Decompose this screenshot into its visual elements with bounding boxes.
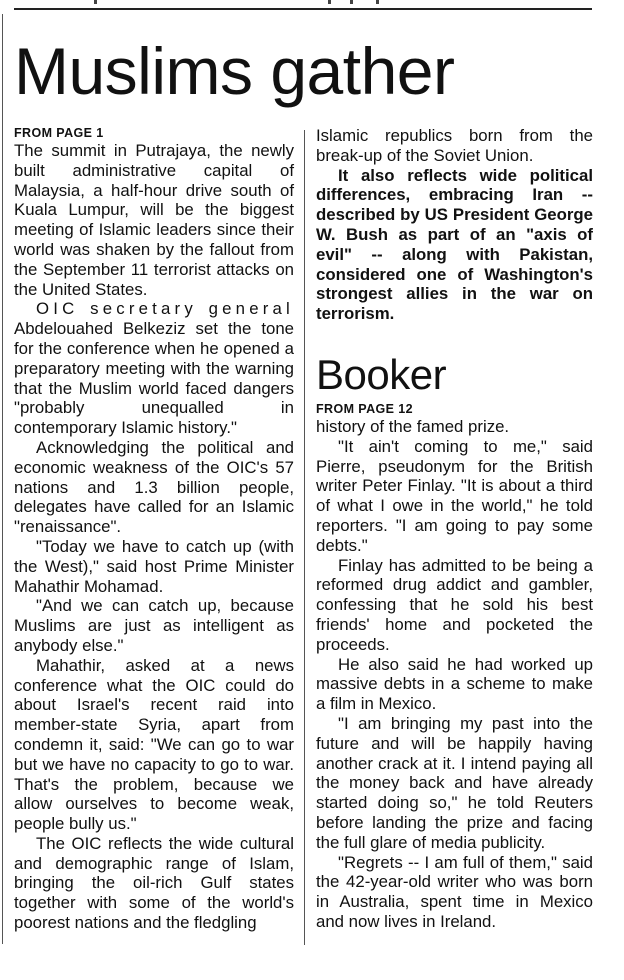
jump-line-page12: FROM PAGE 12 <box>316 402 413 416</box>
story1-paragraph: "And we can catch up, because Muslims are just as intelligent as anybody else." <box>14 596 294 655</box>
story1-paragraph: Acknowledging the political and economic weakness of the OIC's 57 nations and 1.3 billion people, delegates have called for an Islamic "renaissance". <box>14 437 294 537</box>
jump-line-page1: FROM PAGE 1 <box>14 126 104 140</box>
headline-muslims-gather: Muslims gather <box>14 34 455 108</box>
story1-paragraph: The OIC reflects the wide cultural and demographic range of Islam, bringing the oil-rich Gulf states together with some of the world's poorest nations and the fledgling <box>14 833 294 933</box>
story2-paragraph: Finlay has admitted to be being a reformed drug addict and gambler, confessing that he sold his best friends' home and pocketed the proceeds. <box>316 555 593 654</box>
top-rule <box>14 8 592 10</box>
story1-paragraph: Mahathir, asked at a news conference what the OIC could do about Israel's recent raid into member-state Syria, apart from condemn it, said: "We can go to war but we have no capacity to go to war. That's the problem, because we allow ourselves to become weak, people bully us." <box>14 655 294 834</box>
story2-paragraph: He also said he had worked up massive debts in a scheme to make a film in Mexico. <box>316 654 593 714</box>
story1-paragraph-oic <box>14 299 294 438</box>
story2-column <box>316 402 593 932</box>
story1-lead-paragraph: The summit in Putrajaya, the newly built administrative capital of Malaysia, a half-hour drive south of Kuala Lumpur, will be the biggest meeting of Islamic leaders since their world was shaken by the fallout from the September 11 terrorist attacks on the United States. <box>14 141 294 299</box>
column-divider <box>304 130 305 945</box>
story1-column-left <box>14 126 294 933</box>
story2-paragraph: "I am bringing my past into the future and will be happily having another crack at it. I intend paying all the money back and have already started doing so," he told Reuters before landing the prize and facing the full glare of media publicity. <box>316 713 593 852</box>
story2-lead-paragraph: history of the famed prize. <box>316 417 510 436</box>
story1-paragraph: "Today we have to catch up (with the West)," said host Prime Minister Mahathir Mohamad. <box>14 536 294 596</box>
oic-spaced-text: OIC secretary general <box>36 299 294 319</box>
story2-paragraph: "It ain't coming to me," said Pierre, pseudonym for the British writer Peter Finlay. "It is about a third of what I owe in the world," he told reporters. "I am going to pay some debts." <box>316 436 593 555</box>
story1-column-right <box>316 126 593 324</box>
story1-continued-text: Islamic republics born from the break-up of the Soviet Union. <box>316 126 593 165</box>
story2-paragraph: "Regrets -- I am full of them," said the 42-year-old writer who was born in Australia, spent time in Mexico and now lives in Ireland. <box>316 852 593 931</box>
headline-booker: Booker <box>316 351 447 398</box>
oic-rest-text: Abdelouahed Belkeziz set the tone for the conference when he opened a preparatory meeting with the warning that the Muslim world faced dangers "probably unequalled in contemporary Islamic history." <box>14 319 294 438</box>
left-page-edge <box>2 14 3 944</box>
top-fold-marks <box>88 0 388 6</box>
story1-bold-paragraph: It also reflects wide political differences, embracing Iran -- described by US President George W. Bush as part of an "axis of evil" -- along with Pakistan, considered one of Washington's strongest allies in the war on terrorism. <box>316 165 593 324</box>
